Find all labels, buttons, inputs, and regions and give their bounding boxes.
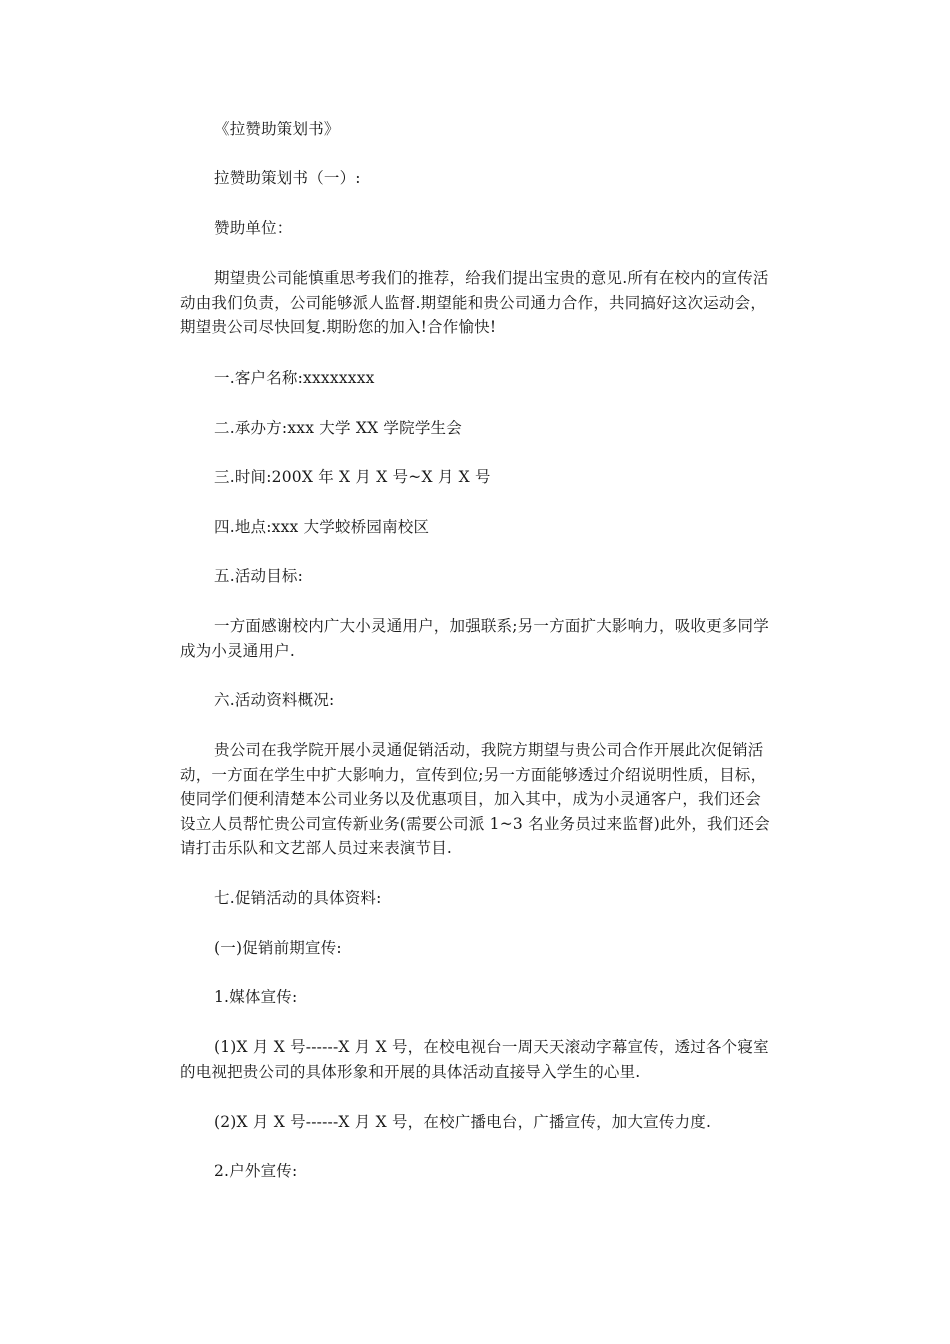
- location-item: 四.地点:xxx 大学蛟桥园南校区: [214, 518, 430, 536]
- client-name-item: 一.客户名称:xxxxxxxx: [214, 369, 375, 387]
- outdoor-heading: 2.户外宣传:: [214, 1162, 298, 1180]
- promotion-heading: 七.促销活动的具体资料:: [214, 889, 382, 907]
- time-item: 三.时间:200X 年 X 月 X 号~X 月 X 号: [214, 468, 491, 486]
- pre-promotion-heading: (一)促销前期宣传:: [214, 939, 342, 957]
- sponsor-unit-label: 赞助单位：: [214, 219, 293, 237]
- document-title: 《拉赞助策划书》: [214, 120, 340, 138]
- goal-paragraph: 一方面感谢校内广大小灵通用户，加强联系;另一方面扩大影响力，吸收更多同学成为小灵通用户.: [180, 617, 769, 660]
- media-heading: 1.媒体宣传:: [214, 988, 298, 1006]
- overview-heading: 六.活动资料概况:: [214, 691, 335, 709]
- media-item-1: (1)X 月 X 号------X 月 X 号，在校电视台一周天天滚动字幕宣传，透过各个寝室的电视把贵公司的具体形象和开展的具体活动直接导入学生的心里.: [180, 1038, 769, 1081]
- media-item-2: (2)X 月 X 号------X 月 X 号，在校广播电台，广播宣传，加大宣传力度.: [214, 1113, 712, 1131]
- organizer-item: 二.承办方:xxx 大学 XX 学院学生会: [214, 419, 462, 437]
- overview-paragraph: 贵公司在我学院开展小灵通促销活动，我院方期望与贵公司合作开展此次促销活动，一方面在学生中扩大影响力，宣传到位;另一方面能够透过介绍说明性质，目标，使同学们便利清楚本公司业务以及优惠项目，加入其中，成为小灵通客户，我们还会设立人员帮忙贵公司宣传新业务(需要公司派 1~3 名业务员过来监督)此外，我们还会请打击乐队和文艺部人员过来表演节目.: [180, 741, 770, 857]
- section-heading: 拉赞助策划书（一）:: [214, 169, 361, 187]
- intro-paragraph: 期望贵公司能慎重思考我们的推荐，给我们提出宝贵的意见.所有在校内的宣传活动由我们负责，公司能够派人监督.期望能和贵公司通力合作，共同搞好这次运动会，期望贵公司尽快回复.期盼您的加入!合作愉快!: [180, 269, 769, 336]
- goal-heading: 五.活动目标:: [214, 567, 304, 585]
